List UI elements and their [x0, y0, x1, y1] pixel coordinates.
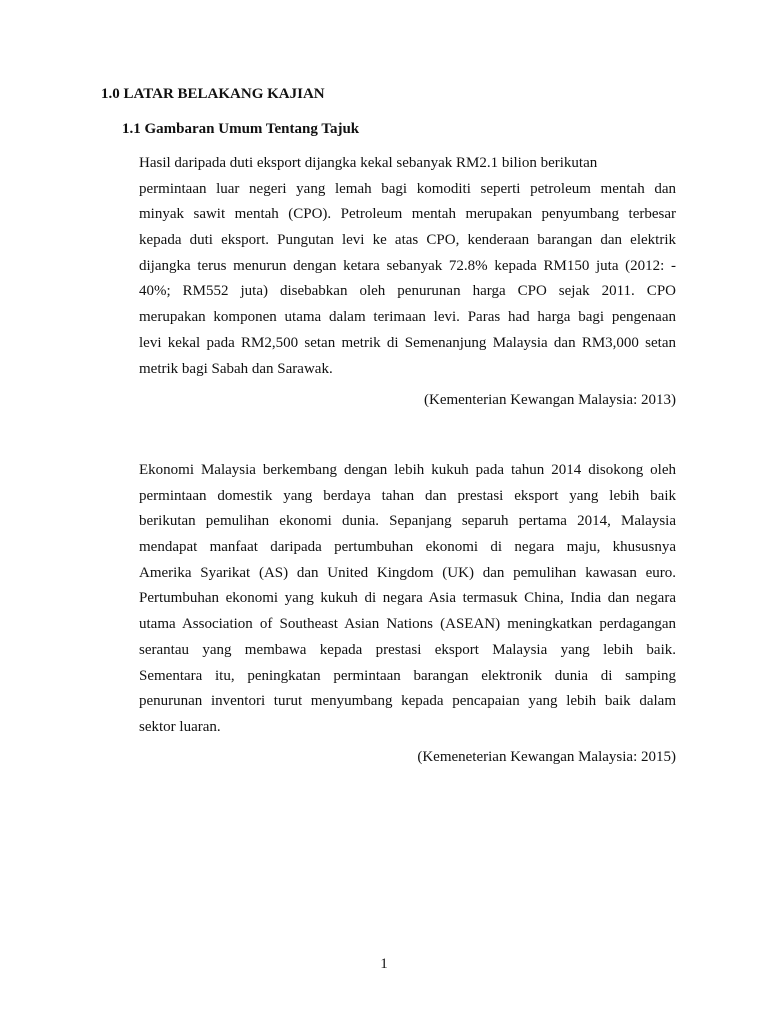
chapter-heading: 1.0 LATAR BELAKANG KAJIAN [101, 86, 325, 102]
paragraph-2-line: penurunan inventori turut menyumbang kepada pencapaian yang lebih baik dalam [139, 693, 676, 710]
paragraph-1-line: merupakan komponen utama dalam terimaan levi. Paras had harga bagi pengenaan [139, 309, 676, 326]
paragraph-1-line: minyak sawit mentah (CPO). Petroleum mentah merupakan penyumbang terbesar [139, 206, 676, 223]
paragraph-1-line: 40%; RM552 juta) disebabkan oleh penurunan harga CPO sejak 2011. CPO [139, 283, 676, 300]
paragraph-2-line: serantau yang membawa kepada prestasi eksport Malaysia yang lebih baik. [139, 641, 676, 658]
paragraph-2 [139, 458, 676, 741]
paragraph-1 [139, 151, 676, 382]
page-number: 1 [380, 956, 388, 972]
paragraph-1-line: dijangka terus menurun dengan ketara sebanyak 72.8% kepada RM150 juta (2012: - [139, 257, 676, 274]
paragraph-2-line: Pertumbuhan ekonomi yang kukuh di negara Asia termasuk China, India dan negara [139, 590, 676, 607]
paragraph-1-line: metrik bagi Sabah dan Sarawak. [139, 360, 333, 377]
paragraph-1-line: permintaan luar negeri yang lemah bagi komoditi seperti petroleum mentah dan [139, 180, 676, 197]
paragraph-2-line: utama Association of Southeast Asian Nations (ASEAN) meningkatkan perdagangan [139, 616, 676, 633]
paragraph-1-line: Hasil daripada duti eksport dijangka kekal sebanyak RM2.1 bilion berikutan [139, 155, 598, 171]
paragraph-2-line: mendapat manfaat daripada pertumbuhan ekonomi di negara maju, khususnya [139, 539, 676, 556]
paragraph-2-line: berikutan pemulihan ekonomi dunia. Sepanjang separuh pertama 2014, Malaysia [139, 513, 676, 530]
paragraph-1-line: kepada duti eksport. Pungutan levi ke atas CPO, kenderaan barangan dan elektrik [139, 232, 676, 249]
citation-2: (Kemeneterian Kewangan Malaysia: 2015) [417, 749, 676, 765]
section-heading: 1.1 Gambaran Umum Tentang Tajuk [122, 121, 360, 137]
paragraph-2-line: Ekonomi Malaysia berkembang dengan lebih kukuh pada tahun 2014 disokong oleh [139, 462, 676, 478]
paragraph-2-line: sektor luaran. [139, 718, 221, 735]
paragraph-2-line: Sementara itu, peningkatan permintaan barangan elektronik dunia di samping [139, 667, 676, 684]
citation-1: (Kementerian Kewangan Malaysia: 2013) [424, 392, 676, 408]
paragraph-2-line: permintaan domestik yang berdaya tahan dan prestasi eksport yang lebih baik [139, 487, 676, 504]
paragraph-2-line: Amerika Syarikat (AS) dan United Kingdom (UK) dan pemulihan kawasan euro. [139, 564, 676, 581]
paragraph-1-line: levi kekal pada RM2,500 setan metrik di Semenanjung Malaysia dan RM3,000 setan [139, 334, 676, 351]
